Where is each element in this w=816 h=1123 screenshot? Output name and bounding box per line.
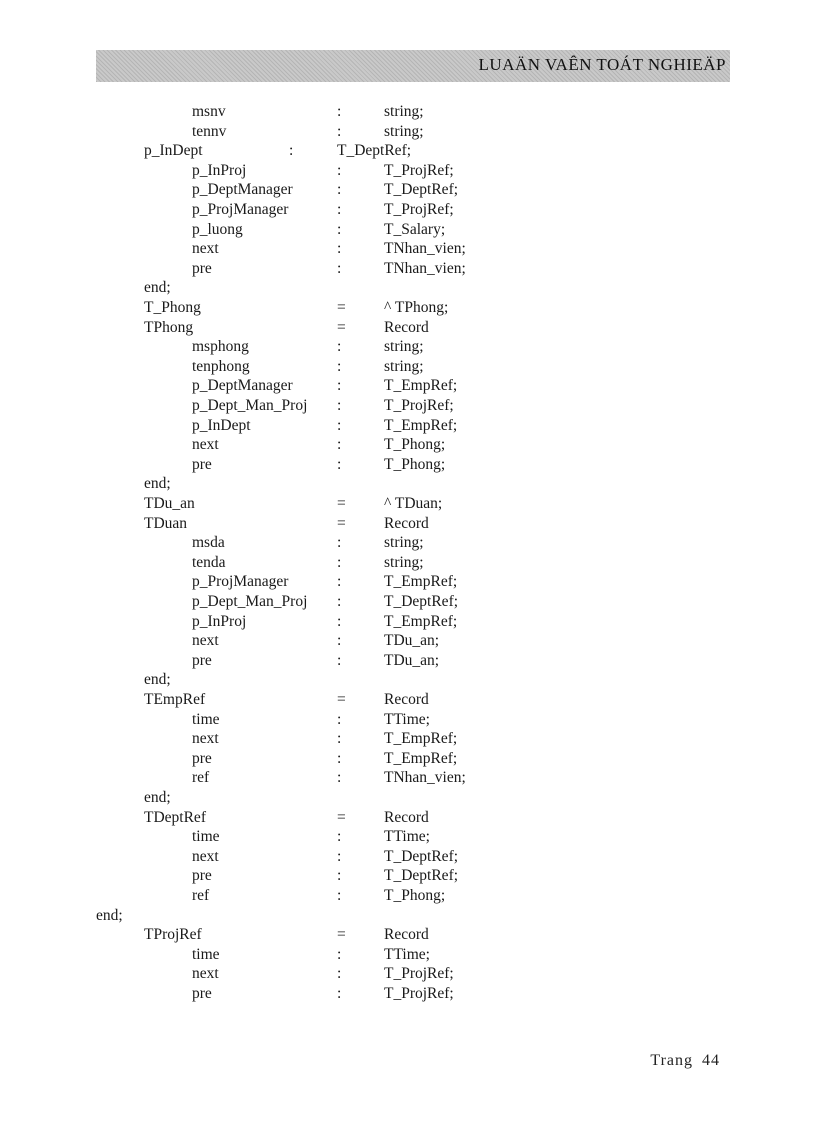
code-identifier: p_ProjManager bbox=[192, 201, 289, 218]
code-line bbox=[0, 102, 816, 122]
code-separator: = bbox=[337, 514, 346, 532]
code-type: Record bbox=[384, 808, 429, 826]
code-type: Record bbox=[384, 318, 429, 336]
code-type: TTime; bbox=[384, 710, 430, 728]
code-identifier: ref bbox=[192, 887, 210, 904]
code-separator: = bbox=[337, 299, 346, 316]
code-line bbox=[0, 553, 816, 573]
code-line bbox=[0, 788, 816, 808]
code-identifier: p_luong bbox=[192, 220, 243, 238]
code-line bbox=[0, 200, 816, 220]
code-line bbox=[0, 278, 816, 298]
code-identifier: p_InProj bbox=[192, 161, 247, 179]
code-identifier: end; bbox=[144, 671, 171, 689]
code-type: string; bbox=[384, 534, 424, 552]
code-identifier: TDu_an bbox=[144, 495, 195, 512]
code-type: T_ProjRef; bbox=[384, 397, 454, 414]
code-separator: : bbox=[289, 142, 294, 160]
code-separator: = bbox=[337, 926, 346, 944]
page-label: Trang bbox=[650, 1052, 693, 1069]
code-separator: : bbox=[337, 122, 342, 140]
code-line bbox=[0, 514, 816, 534]
code-separator: : bbox=[337, 534, 342, 552]
code-identifier: end; bbox=[96, 906, 123, 924]
code-line bbox=[0, 710, 816, 730]
code-type: T_ProjRef; bbox=[384, 201, 454, 218]
code-line bbox=[0, 337, 816, 357]
code-line bbox=[0, 318, 816, 338]
code-identifier: tennv bbox=[192, 122, 227, 140]
code-type: ^ TPhong; bbox=[384, 299, 449, 316]
code-separator: : bbox=[337, 945, 342, 963]
code-identifier: pre bbox=[192, 749, 212, 767]
code-type: T_DeptRef; bbox=[384, 847, 459, 865]
code-line bbox=[0, 690, 816, 710]
code-line bbox=[0, 416, 816, 436]
code-line bbox=[0, 572, 816, 592]
code-identifier: TEmpRef bbox=[144, 691, 206, 708]
code-type: TNhan_vien; bbox=[384, 769, 466, 787]
code-separator: : bbox=[337, 867, 342, 885]
code-identifier: TDeptRef bbox=[144, 808, 206, 826]
code-separator: : bbox=[337, 161, 342, 179]
code-type: string; bbox=[384, 103, 424, 120]
code-separator: : bbox=[337, 259, 342, 277]
code-identifier: pre bbox=[192, 867, 212, 885]
code-line bbox=[0, 847, 816, 867]
code-identifier: end; bbox=[144, 279, 171, 297]
code-identifier: p_Dept_Man_Proj bbox=[192, 593, 308, 610]
code-identifier: time bbox=[192, 710, 220, 728]
code-type: TDu_an; bbox=[384, 632, 440, 650]
code-line bbox=[0, 298, 816, 318]
running-header-title: LUAÄN VAÊN TOÁT NGHIEÄP bbox=[478, 55, 726, 74]
code-separator: : bbox=[337, 103, 342, 120]
code-identifier: pre bbox=[192, 455, 212, 473]
code-type: T_Phong; bbox=[384, 455, 446, 473]
code-line bbox=[0, 533, 816, 553]
code-line bbox=[0, 494, 816, 514]
code-identifier: msnv bbox=[192, 103, 226, 120]
code-line bbox=[0, 925, 816, 945]
code-separator: : bbox=[337, 240, 342, 258]
code-line bbox=[0, 396, 816, 416]
code-separator: : bbox=[337, 965, 342, 983]
code-type: TTime; bbox=[384, 945, 430, 963]
code-type: T_ProjRef; bbox=[384, 985, 454, 1002]
code-identifier: time bbox=[192, 945, 220, 963]
code-type: T_EmpRef; bbox=[384, 730, 458, 748]
code-separator: = bbox=[337, 808, 346, 826]
code-type: T_DeptRef; bbox=[384, 593, 459, 610]
code-type: TNhan_vien; bbox=[384, 240, 466, 258]
code-identifier: TDuan bbox=[144, 514, 188, 532]
code-separator: : bbox=[337, 710, 342, 728]
code-line bbox=[0, 886, 816, 906]
code-type: Record bbox=[384, 691, 429, 708]
code-separator: : bbox=[337, 769, 342, 787]
code-separator: : bbox=[337, 357, 342, 375]
code-separator: : bbox=[337, 612, 342, 630]
page-footer bbox=[650, 1052, 720, 1070]
code-type: TNhan_vien; bbox=[384, 259, 466, 277]
code-line bbox=[0, 651, 816, 671]
code-type: T_EmpRef; bbox=[384, 416, 458, 434]
code-identifier: next bbox=[192, 965, 219, 983]
code-separator: : bbox=[337, 553, 342, 571]
code-identifier: next bbox=[192, 847, 219, 865]
code-separator: : bbox=[337, 730, 342, 748]
code-type: T_EmpRef; bbox=[384, 749, 458, 767]
code-identifier: pre bbox=[192, 259, 212, 277]
code-separator: : bbox=[337, 181, 342, 199]
code-line bbox=[0, 964, 816, 984]
code-line bbox=[0, 474, 816, 494]
code-separator: : bbox=[337, 749, 342, 767]
code-line bbox=[0, 122, 816, 142]
code-type: T_ProjRef; bbox=[384, 965, 454, 983]
code-separator: : bbox=[337, 416, 342, 434]
code-separator: = bbox=[337, 691, 346, 708]
code-identifier: pre bbox=[192, 985, 212, 1002]
code-line bbox=[0, 435, 816, 455]
code-separator: : bbox=[337, 338, 342, 356]
code-line bbox=[0, 376, 816, 396]
code-separator: : bbox=[337, 377, 342, 395]
code-separator: : bbox=[337, 397, 342, 414]
code-line bbox=[0, 180, 816, 200]
code-line bbox=[0, 808, 816, 828]
code-type: T_Phong; bbox=[384, 887, 446, 904]
code-separator: = bbox=[337, 318, 346, 336]
code-type: T_EmpRef; bbox=[384, 377, 458, 395]
code-type: T_EmpRef; bbox=[384, 612, 458, 630]
code-identifier: msda bbox=[192, 534, 225, 552]
code-identifier: tenphong bbox=[192, 357, 250, 375]
code-separator: : bbox=[337, 593, 342, 610]
code-identifier: TProjRef bbox=[144, 926, 202, 944]
code-identifier: end; bbox=[144, 475, 171, 493]
code-type: T_DeptRef; bbox=[337, 142, 412, 160]
code-line bbox=[0, 945, 816, 965]
code-identifier: T_Phong bbox=[144, 299, 201, 316]
code-type: ^ TDuan; bbox=[384, 495, 443, 512]
code-separator: : bbox=[337, 201, 342, 218]
code-type: TDu_an; bbox=[384, 651, 440, 669]
code-separator: : bbox=[337, 436, 342, 454]
code-separator: : bbox=[337, 632, 342, 650]
code-identifier: p_InDept bbox=[192, 416, 251, 434]
code-line bbox=[0, 239, 816, 259]
code-line bbox=[0, 357, 816, 377]
code-separator: : bbox=[337, 847, 342, 865]
code-identifier: p_DeptManager bbox=[192, 377, 293, 395]
code-line bbox=[0, 906, 816, 926]
code-type: T_ProjRef; bbox=[384, 161, 454, 179]
code-type: T_DeptRef; bbox=[384, 181, 459, 199]
code-identifier: end; bbox=[144, 789, 171, 806]
code-identifier: next bbox=[192, 730, 219, 748]
code-identifier: next bbox=[192, 632, 219, 650]
code-identifier: next bbox=[192, 436, 219, 454]
code-line bbox=[0, 827, 816, 847]
code-line bbox=[0, 141, 816, 161]
code-type: T_DeptRef; bbox=[384, 867, 459, 885]
code-identifier: p_Dept_Man_Proj bbox=[192, 397, 308, 414]
code-line bbox=[0, 984, 816, 1004]
code-line bbox=[0, 592, 816, 612]
code-line bbox=[0, 259, 816, 279]
code-type: string; bbox=[384, 338, 424, 356]
code-line bbox=[0, 631, 816, 651]
code-identifier: pre bbox=[192, 651, 212, 669]
code-identifier: time bbox=[192, 828, 220, 846]
code-identifier: p_InProj bbox=[192, 612, 247, 630]
code-separator: : bbox=[337, 828, 342, 846]
code-identifier: p_InDept bbox=[144, 142, 203, 160]
code-separator: : bbox=[337, 651, 342, 669]
code-identifier: msphong bbox=[192, 338, 249, 356]
code-separator: = bbox=[337, 495, 346, 512]
code-separator: : bbox=[337, 220, 342, 238]
code-line bbox=[0, 729, 816, 749]
code-line bbox=[0, 866, 816, 886]
code-identifier: TPhong bbox=[144, 318, 194, 336]
code-type: TTime; bbox=[384, 828, 430, 846]
code-type: T_Salary; bbox=[384, 220, 446, 238]
code-line bbox=[0, 768, 816, 788]
code-type: Record bbox=[384, 514, 429, 532]
code-identifier: next bbox=[192, 240, 219, 258]
code-line bbox=[0, 220, 816, 240]
code-line bbox=[0, 612, 816, 632]
code-type: string; bbox=[384, 122, 424, 140]
code-identifier: ref bbox=[192, 769, 210, 787]
code-separator: : bbox=[337, 985, 342, 1002]
page-number: 44 bbox=[702, 1052, 720, 1069]
code-separator: : bbox=[337, 573, 342, 591]
code-separator: : bbox=[337, 887, 342, 904]
code-line bbox=[0, 749, 816, 769]
code-type: string; bbox=[384, 357, 424, 375]
code-type: T_Phong; bbox=[384, 436, 446, 454]
code-line bbox=[0, 455, 816, 475]
code-identifier: tenda bbox=[192, 553, 226, 571]
code-separator: : bbox=[337, 455, 342, 473]
code-identifier: p_DeptManager bbox=[192, 181, 293, 199]
code-type: Record bbox=[384, 926, 429, 944]
code-identifier: p_ProjManager bbox=[192, 573, 289, 591]
code-line bbox=[0, 670, 816, 690]
code-type: string; bbox=[384, 553, 424, 571]
code-type: T_EmpRef; bbox=[384, 573, 458, 591]
code-line bbox=[0, 161, 816, 181]
